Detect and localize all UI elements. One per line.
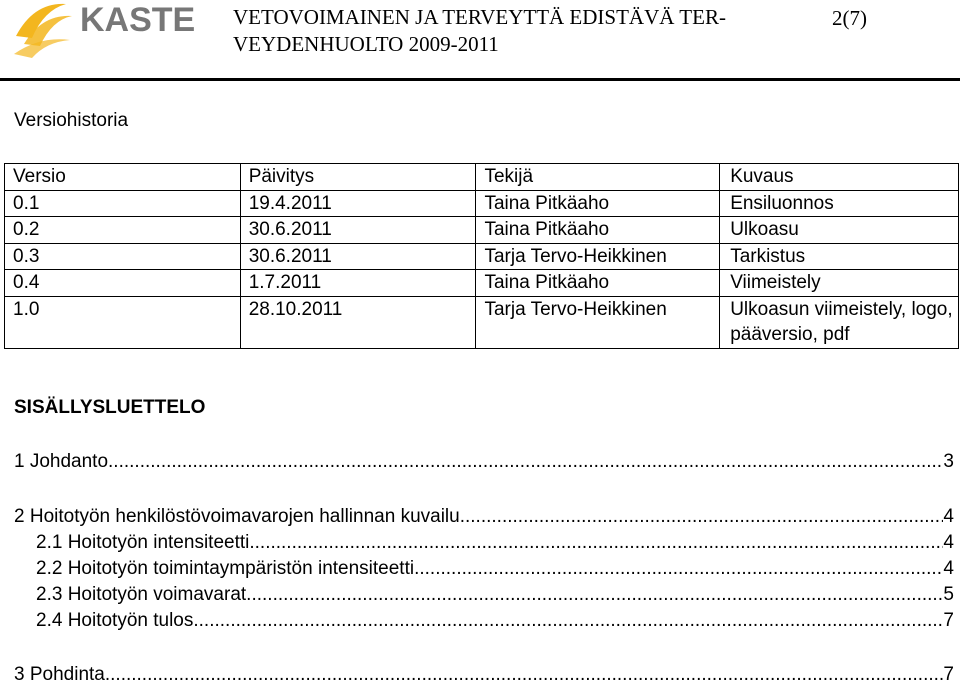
table-row (5, 296, 959, 348)
table-row (5, 243, 959, 270)
table-row (5, 217, 959, 244)
toc-entry-voimavarat[interactable] (36, 582, 954, 608)
cell-version: 0.1 (5, 190, 241, 217)
toc-entry-label: 2 Hoitotyön henkilöstövoimavarojen hallinnan kuvailu (14, 506, 460, 527)
cell-date: 30.6.2011 (240, 217, 476, 244)
cell-version: 0.2 (5, 217, 241, 244)
kaste-logo (10, 0, 210, 60)
cell-author: Taina Pitkäaho (476, 217, 720, 244)
toc-entry-page: 3 (943, 451, 954, 472)
toc-leader-dots (460, 504, 944, 530)
cell-author: Tarja Tervo-Heikkinen (476, 296, 720, 348)
cell-description: Ensiluonnos (720, 190, 959, 217)
toc-entry-label: 2.4 Hoitotyön tulos (36, 610, 194, 631)
toc-entry-tulos[interactable] (36, 608, 954, 634)
toc-entry-label: 1 Johdanto (14, 451, 109, 472)
cell-date: 19.4.2011 (240, 190, 476, 217)
toc-entry-page: 4 (943, 532, 954, 553)
header-divider (0, 78, 960, 81)
table-row (5, 190, 959, 217)
column-header-version: Versio (5, 164, 241, 191)
toc-leader-dots (249, 530, 943, 556)
toc-entry-label: 2.3 Hoitotyön voimavarat (36, 584, 247, 605)
cell-version: 0.4 (5, 270, 241, 297)
column-header-author: Tekijä (476, 164, 720, 191)
document-title-line-1: VETOVOIMAINEN JA TERVEYTTÄ EDISTÄVÄ TER- (233, 5, 726, 29)
column-header-description: Kuvaus (720, 164, 959, 191)
svg-text:KASTE: KASTE (80, 1, 196, 39)
table-header-row (5, 164, 959, 191)
toc-entry-page: 7 (943, 610, 954, 631)
toc-leader-dots (414, 556, 943, 582)
cell-version: 0.3 (5, 243, 241, 270)
cell-date: 28.10.2011 (240, 296, 476, 348)
toc-entry-label: 2.2 Hoitotyön toimintaympäristön intensiteetti (36, 558, 415, 579)
column-header-date: Päivitys (240, 164, 476, 191)
version-history-heading: Versiohistoria (14, 110, 129, 131)
toc-entry-page: 5 (943, 584, 954, 605)
cell-author: Taina Pitkäaho (476, 270, 720, 297)
toc-entry-johdanto[interactable] (14, 449, 954, 475)
cell-author: Tarja Tervo-Heikkinen (476, 243, 720, 270)
cell-version: 1.0 (5, 296, 241, 348)
kaste-logo-graphic (10, 0, 210, 60)
toc-leader-dots (105, 662, 944, 687)
table-row (5, 270, 959, 297)
document-title-line-2: VEYDENHUOLTO 2009-2011 (233, 32, 499, 56)
toc-entry-page: 4 (943, 506, 954, 527)
toc-entry-page: 7 (943, 664, 954, 685)
toc-entry-label: 3 Pohdinta (14, 664, 105, 685)
toc-heading: SISÄLLYSLUETTELO (14, 397, 206, 418)
cell-description: Viimeistely (720, 270, 959, 297)
cell-author: Taina Pitkäaho (476, 190, 720, 217)
toc-entry-hallinnan-kuvailu[interactable] (14, 504, 954, 530)
toc-entry-toimintaymparisto[interactable] (36, 556, 954, 582)
toc-entry-intensiteetti[interactable] (36, 530, 954, 556)
cell-date: 1.7.2011 (240, 270, 476, 297)
toc-leader-dots (246, 582, 943, 608)
page-header (0, 0, 960, 82)
cell-description: Tarkistus (720, 243, 959, 270)
toc-entry-label: 2.1 Hoitotyön intensiteetti (36, 532, 250, 553)
document-title (233, 4, 793, 58)
toc-entry-pohdinta[interactable] (14, 662, 954, 687)
toc-leader-dots (193, 608, 943, 634)
toc-entry-page: 4 (943, 558, 954, 579)
toc-leader-dots (108, 449, 943, 475)
cell-description: Ulkoasun viimeistely, logo, pääversio, pdf (720, 296, 959, 348)
version-history-table (4, 163, 959, 349)
page-number: 2(7) (832, 6, 867, 30)
cell-date: 30.6.2011 (240, 243, 476, 270)
cell-description: Ulkoasu (720, 217, 959, 244)
